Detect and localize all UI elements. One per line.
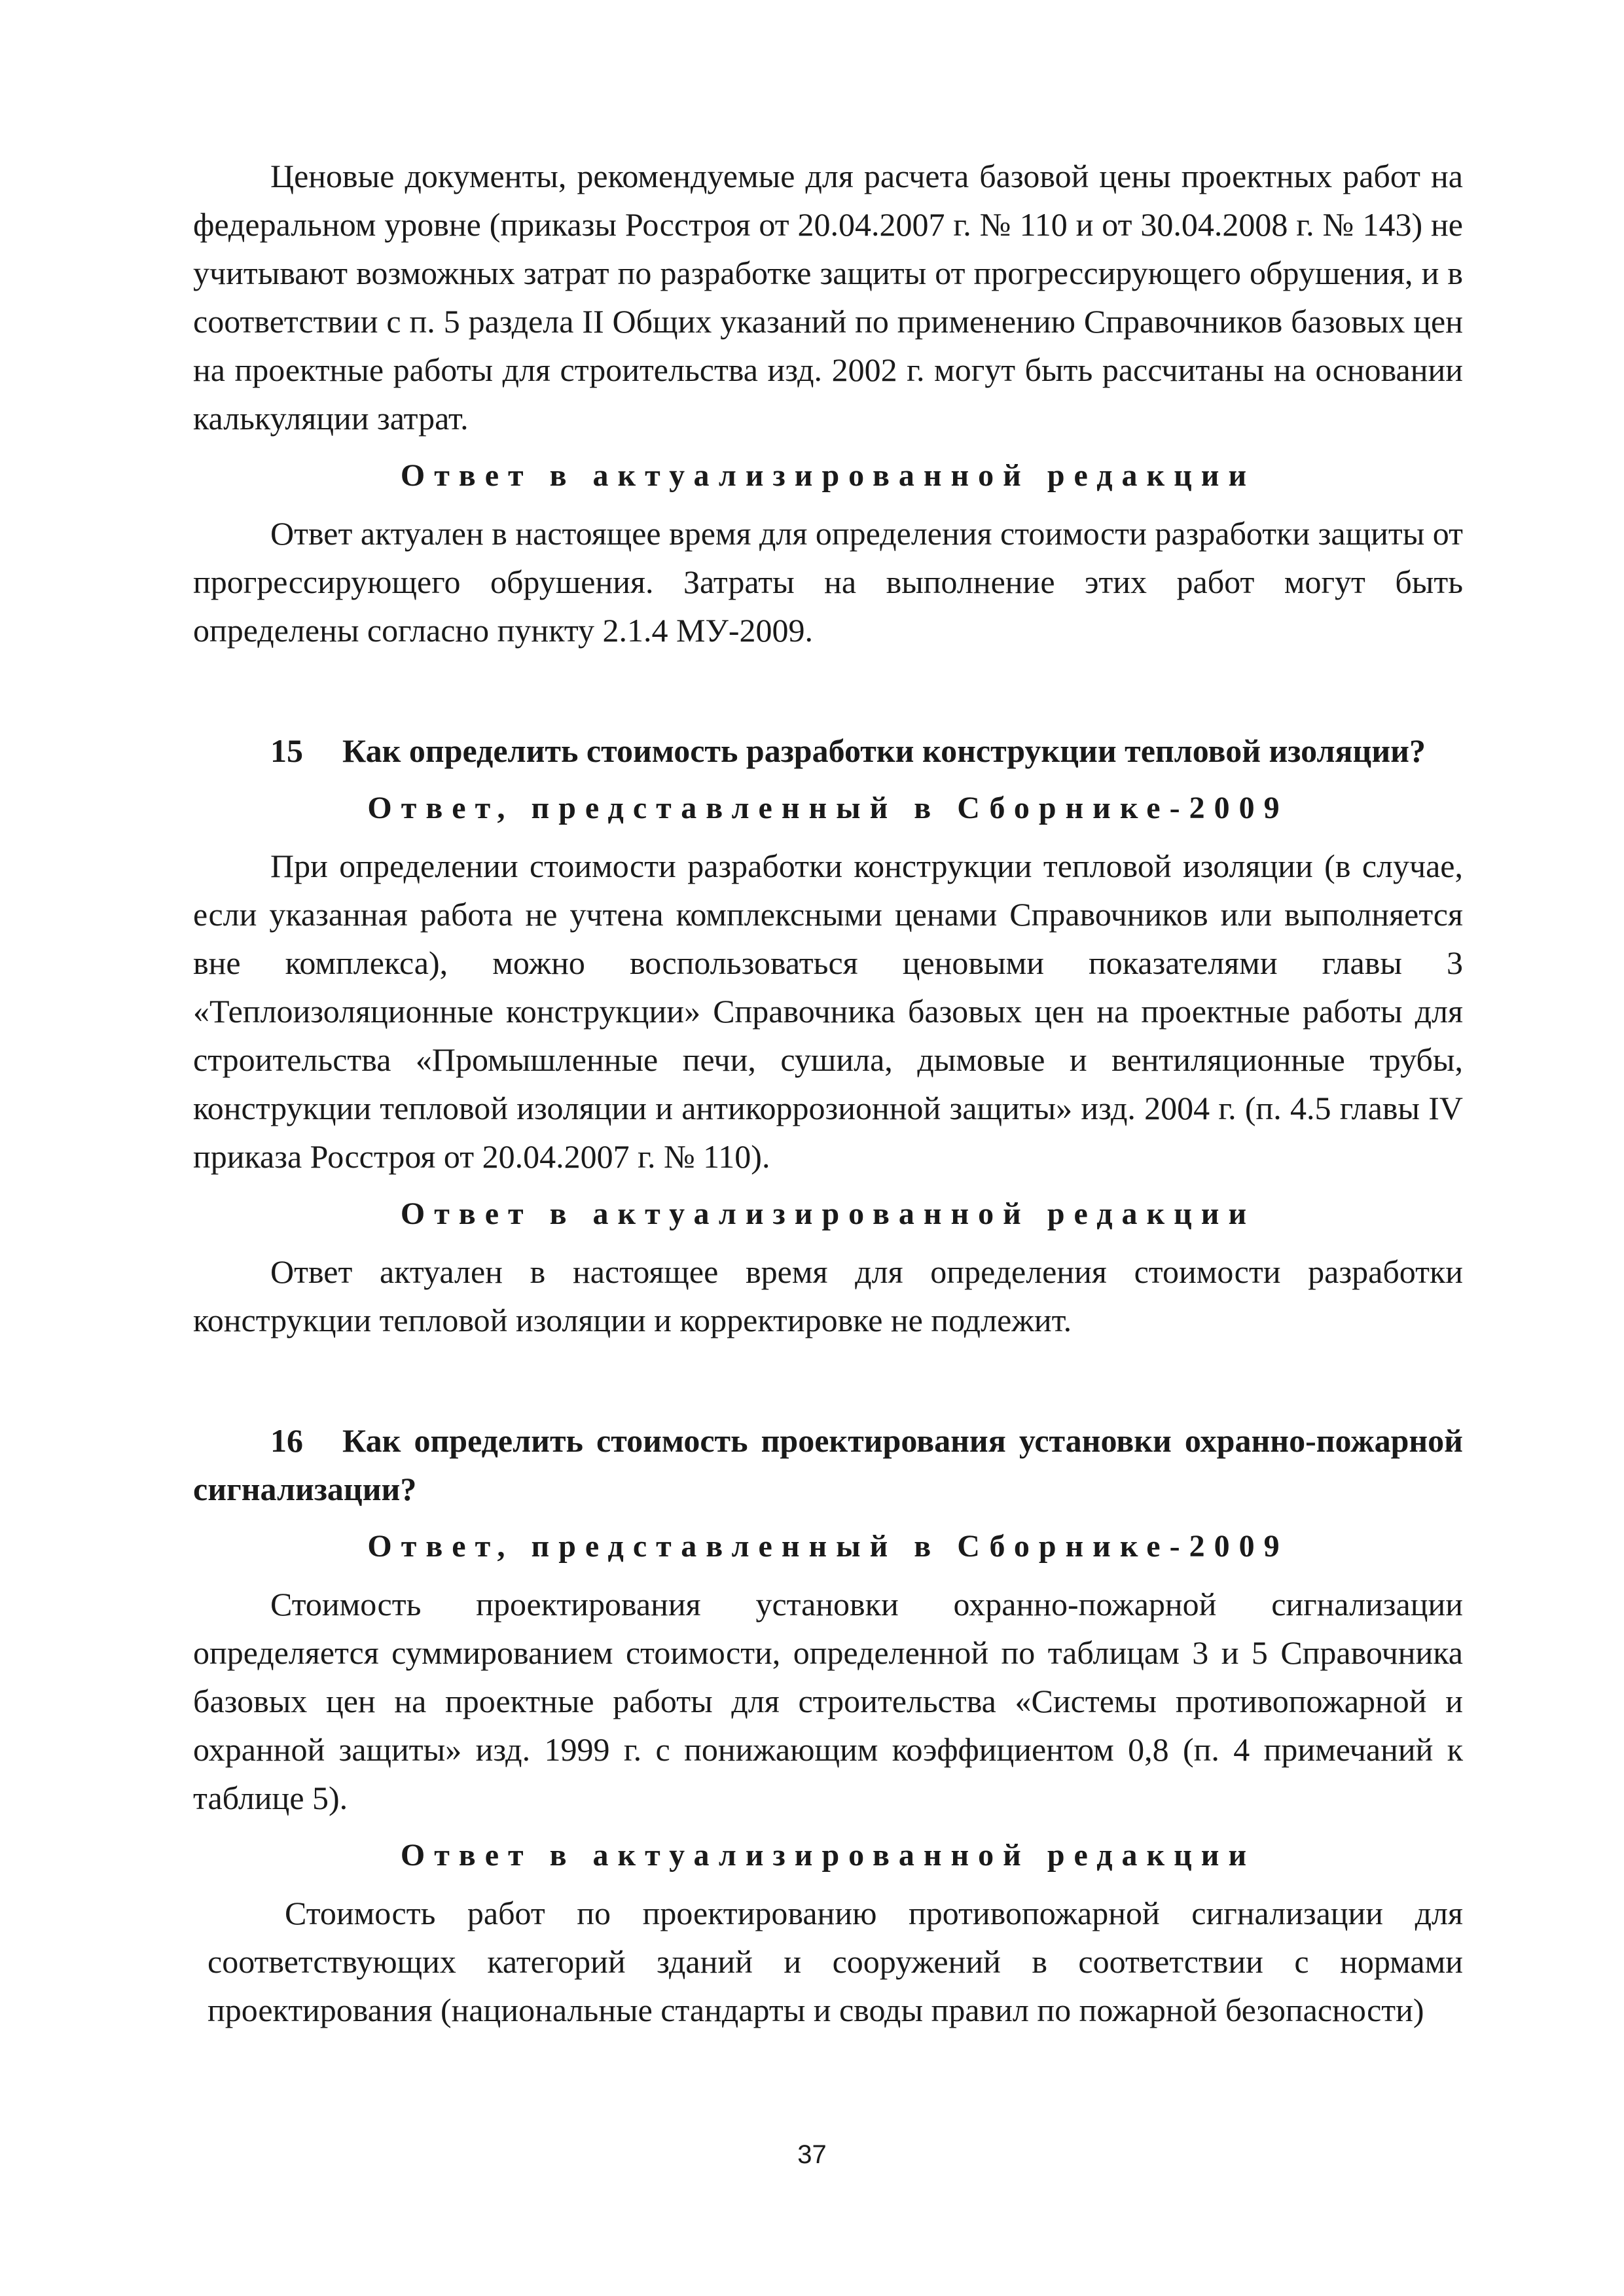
- paragraph-collection-answer-16: Стоимость проектирования установки охранно-пожарной сигнализации определяется суммированием стоимости, определенной по таблицам 3 и 5 Справочника базовых цен на проектные работы для строительства «Системы противопожарной и охранной защиты» изд. 1999 г. с понижающим коэффициентом 0,8 (п. 4 примечаний к таблице 5).: [193, 1586, 1463, 1816]
- paragraph-updated-answer-15: Ответ актуален в настоящее время для определения стоимости разработки конструкции тепловой изоляции и корректировке не подлежит.: [193, 1253, 1463, 1338]
- paragraph-updated-answer-16: Стоимость работ по проектированию противопожарной сигнализации для соответствующих категорий зданий и сооружений в соответствии с нормами проектирования (национальные стандарты и своды правил по пожарной безопасности): [208, 1895, 1463, 2028]
- question-text: Как определить стоимость проектирования установки охранно-пожарной сигнализации?: [193, 1422, 1463, 1507]
- subheading-collection-answer: Ответ, представленный в Сборнике-2009: [367, 791, 1289, 825]
- document-page: [193, 152, 1463, 2034]
- subheading-updated-answer: Ответ в актуализированной редакции: [400, 1196, 1256, 1231]
- question-number: 16: [270, 1422, 303, 1459]
- subheading-updated-answer: Ответ в актуализированной редакции: [400, 458, 1256, 493]
- page-number: 37: [797, 2140, 827, 2169]
- question-16: [193, 1416, 1463, 1513]
- paragraph-price-documents: Ценовые документы, рекомендуемые для расчета базовой цены проектных работ на федеральном уровне (приказы Росстроя от 20.04.2007 г. № 110 и от 30.04.2008 г. № 143) не учитывают возможных затрат по разработке защиты от прогрессирующего обрушения, и в соответствии с п. 5 раздела II Общих указаний по применению Справочников базовых цен на проектные работы для строительства изд. 2002 г. могут быть рассчитаны на основании калькуляции затрат.: [193, 158, 1463, 437]
- subheading-collection-answer: Ответ, представленный в Сборнике-2009: [367, 1529, 1289, 1564]
- subheading-updated-answer: Ответ в актуализированной редакции: [400, 1838, 1256, 1873]
- question-15: [193, 726, 1463, 775]
- question-number: 15: [270, 732, 303, 769]
- spacer: [193, 1344, 1463, 1416]
- question-text: Как определить стоимость разработки конструкции тепловой изоляции?: [342, 732, 1426, 769]
- spacer: [193, 655, 1463, 726]
- paragraph-collection-answer-15: При определении стоимости разработки конструкции тепловой изоляции (в случае, если указанная работа не учтена комплексными ценами Справочников или выполняется вне комплекса), можно воспользоваться ценовыми показателями главы 3 «Теплоизоляционные конструкции» Справочника базовых цен на проектные работы для строительства «Промышленные печи, сушила, дымовые и вентиляционные трубы, конструкции тепловой изоляции и антикоррозионной защиты» изд. 2004 г. (п. 4.5 главы IV приказа Росстроя от 20.04.2007 г. № 110).: [193, 848, 1463, 1175]
- paragraph-updated-answer-14: Ответ актуален в настоящее время для определения стоимости разработки защиты от прогрессирующего обрушения. Затраты на выполнение этих работ могут быть определены согласно пункту 2.1.4 МУ-2009.: [193, 515, 1463, 649]
